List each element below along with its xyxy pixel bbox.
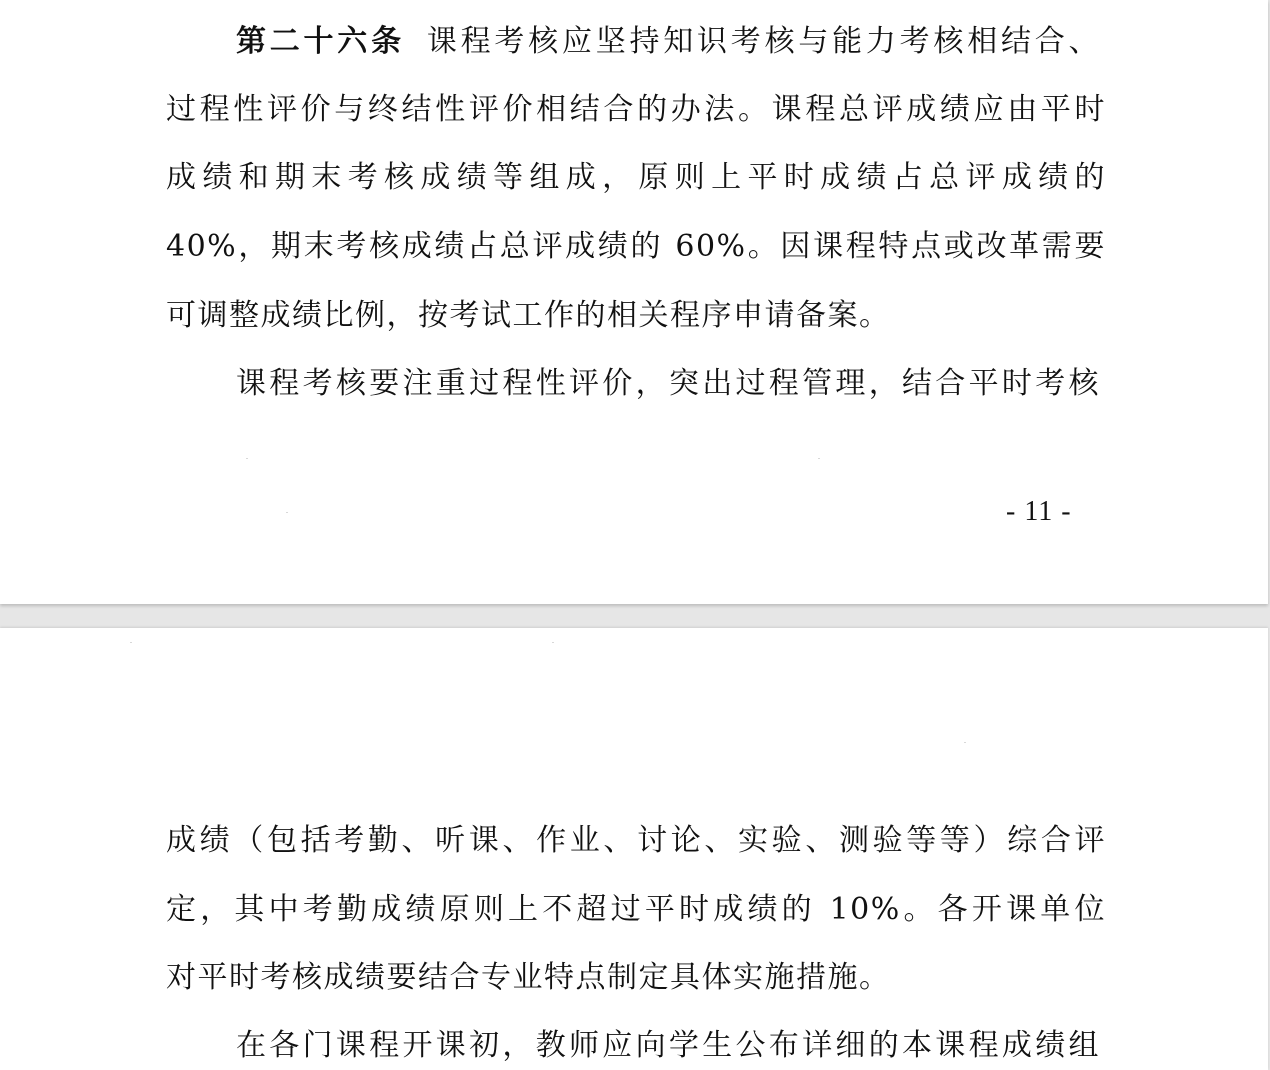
text-line: 可调整成绩比例，按考试工作的相关程序申请备案。 bbox=[166, 298, 891, 333]
text-span: 课程考核应坚持知识考核与能力考核相结合、 bbox=[426, 24, 1101, 59]
scan-speck bbox=[552, 642, 554, 643]
text-line bbox=[236, 22, 1100, 62]
text-line: 定，其中考勤成绩原则上不超过平时成绩的 10%。各开课单位 bbox=[166, 892, 1106, 927]
text-line: 成绩（包括考勤、听课、作业、讨论、实验、测验等等）综合评 bbox=[166, 823, 1106, 858]
text-line: 40%，期末考核成绩占总评成绩的 60%。因课程特点或改革需要 bbox=[166, 229, 1106, 264]
page-number: - 11 - bbox=[1006, 496, 1072, 527]
text-line: 过程性评价与终结性评价相结合的办法。课程总评成绩应由平时 bbox=[166, 92, 1106, 127]
scan-speck bbox=[130, 642, 132, 643]
scan-speck bbox=[964, 742, 966, 743]
document-page-12 bbox=[0, 628, 1268, 1070]
scan-speck bbox=[818, 458, 820, 459]
text-line: 对平时考核成绩要结合专业特点制定具体实施措施。 bbox=[166, 960, 891, 995]
text-line: 课程考核要注重过程性评价，突出过程管理，结合平时考核 bbox=[236, 366, 1100, 401]
text-line: 成绩和期末考核成绩等组成，原则上平时成绩占总评成绩的 bbox=[166, 160, 1106, 195]
scan-speck bbox=[286, 512, 288, 513]
text-line: 在各门课程开课初，教师应向学生公布详细的本课程成绩组 bbox=[236, 1028, 1100, 1063]
article-heading: 第二十六条 bbox=[236, 24, 405, 59]
scan-speck bbox=[246, 458, 248, 459]
